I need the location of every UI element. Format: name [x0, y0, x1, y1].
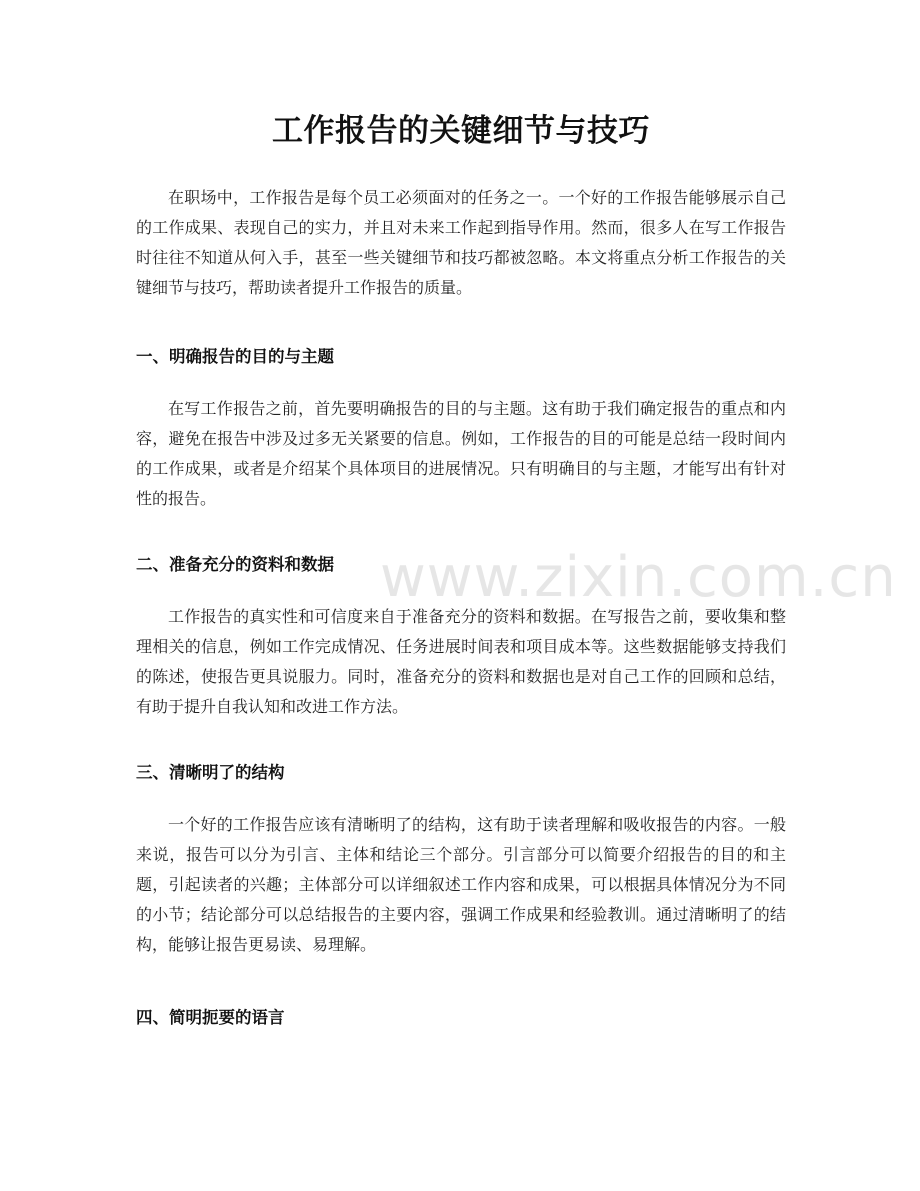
watermark: www.zixin.com.cn: [380, 545, 897, 610]
page-title: 工作报告的关键细节与技巧: [272, 113, 650, 149]
section-heading-1: 一、明确报告的目的与主题: [136, 347, 334, 366]
section-heading-3: 三、清晰明了的结构: [136, 763, 285, 782]
section-heading-4: 四、简明扼要的语言: [136, 1008, 285, 1027]
section-heading-2: 二、准备充分的资料和数据: [136, 555, 334, 574]
section-body-2: 工作报告的真实性和可信度来自于准备充分的资料和数据。在写报告之前，要收集和整理相关的信息，例如工作完成情况、任务进展时间表和项目成本等。这些数据能够支持我们的陈述，使报告更具说服力。同时，准备充分的资料和数据也是对自己工作的回顾和总结，有助于提升自我认知和改进工作方法。: [136, 607, 786, 716]
section-body-3: 一个好的工作报告应该有清晰明了的结构，这有助于读者理解和吸收报告的内容。一般来说，报告可以分为引言、主体和结论三个部分。引言部分可以简要介绍报告的目的和主题，引起读者的兴趣；主体部分可以详细叙述工作内容和成果，可以根据具体情况分为不同的小节；结论部分可以总结报告的主要内容，强调工作成果和经验教训。通过清晰明了的结构，能够让报告更易读、易理解。: [136, 815, 786, 954]
section-body-1: 在写工作报告之前，首先要明确报告的目的与主题。这有助于我们确定报告的重点和内容，避免在报告中涉及过多无关紧要的信息。例如，工作报告的目的可能是总结一段时间内的工作成果，或者是介绍某个具体项目的进展情况。只有明确目的与主题，才能写出有针对性的报告。: [136, 399, 786, 508]
intro-paragraph: 在职场中，工作报告是每个员工必须面对的任务之一。一个好的工作报告能够展示自己的工作成果、表现自己的实力，并且对未来工作起到指导作用。然而，很多人在写工作报告时往往不知道从何入手，甚至一些关键细节和技巧都被忽略。本文将重点分析工作报告的关键细节与技巧，帮助读者提升工作报告的质量。: [136, 188, 786, 297]
